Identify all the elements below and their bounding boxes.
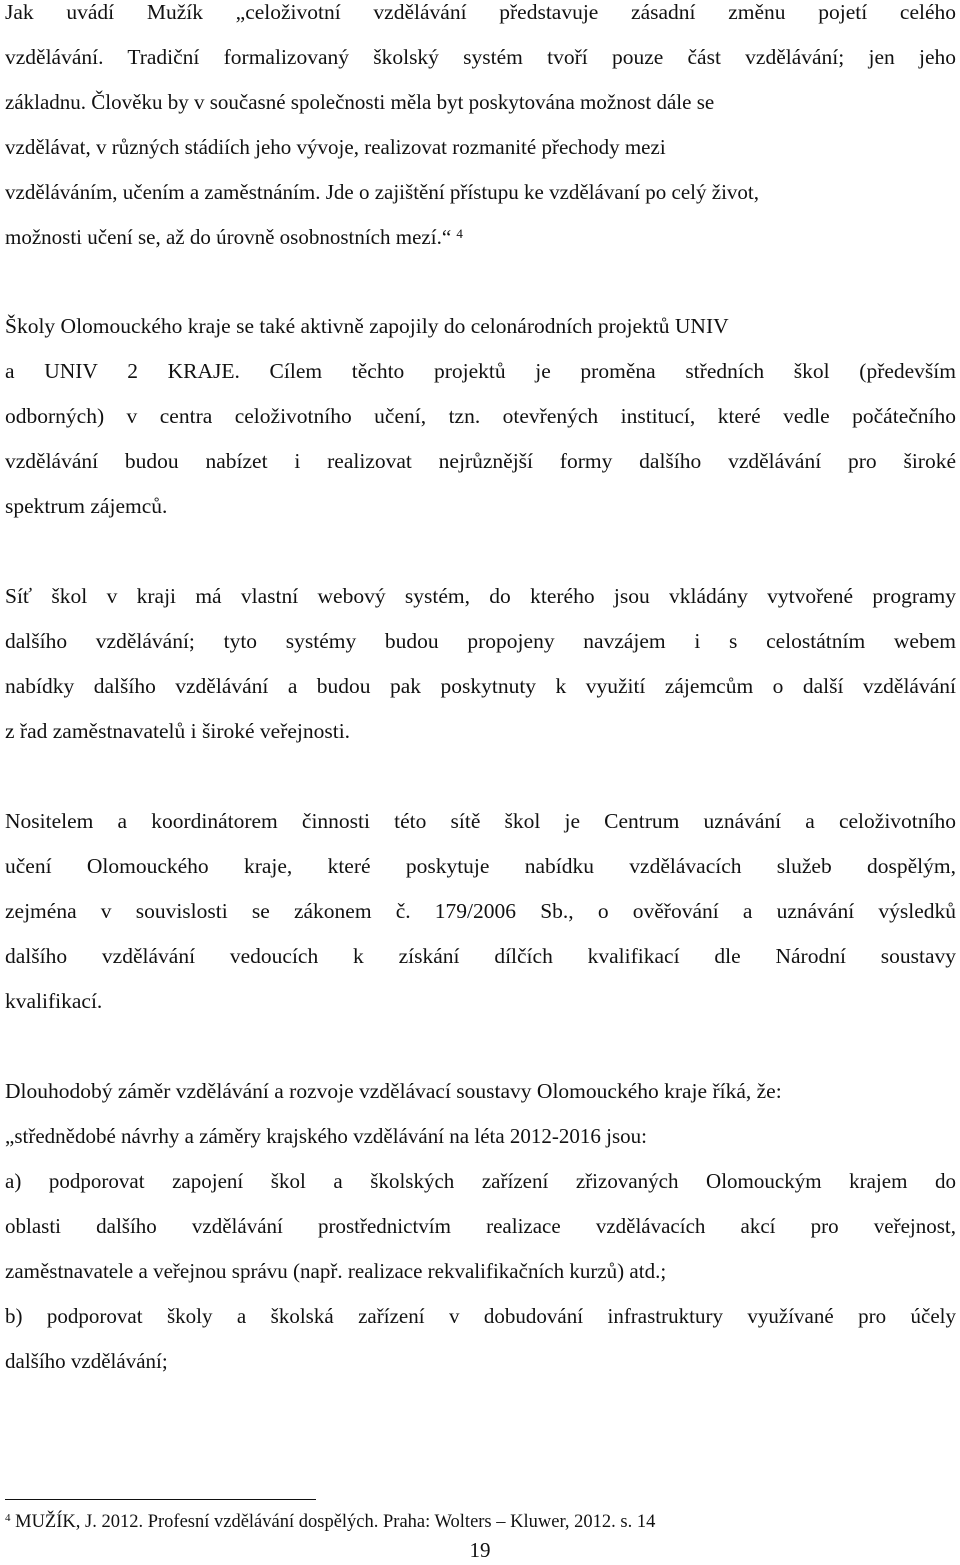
- text-line: vzdělávání. Tradiční formalizovaný školský systém tvoří pouze část vzdělávání; jen jeho: [5, 45, 956, 69]
- text-line: vzdělávání budou nabízet i realizovat nejrůznější formy dalšího vzdělávání pro široké: [5, 449, 956, 473]
- footnote-text: MUŽÍK, J. 2012. Profesní vzdělávání dospělých. Praha: Wolters – Kluwer, 2012. s. 14: [15, 1512, 656, 1532]
- text-line: „střednědobé návrhy a záměry krajského vzdělávání na léta 2012-2016 jsou:: [5, 1124, 648, 1148]
- text-line: spektrum zájemců.: [5, 494, 168, 518]
- paragraph-univ-projects: [5, 304, 956, 529]
- text-line: dalšího vzdělávání;: [5, 1349, 168, 1373]
- text-line: zaměstnavatele a veřejnou správu (např. realizace rekvalifikačních kurzů) atd.;: [5, 1259, 667, 1283]
- text-line: a) podporovat zapojení škol a školských zařízení zřizovaných Olomouckým krajem do: [5, 1169, 956, 1193]
- text-line: dalšího vzdělávání vedoucích k získání dílčích kvalifikací dle Národní soustavy: [5, 944, 956, 968]
- text-line-content: možnosti učení se, až do úrovně osobnostních mezí.“: [5, 225, 452, 249]
- text-line: učení Olomouckého kraje, které poskytuje nabídku vzdělávacích služeb dospělým,: [5, 854, 956, 878]
- text-line: a UNIV 2 KRAJE. Cílem těchto projektů je proměna středních škol (především: [5, 359, 956, 383]
- text-line: dalšího vzdělávání; tyto systémy budou propojeny navzájem i s celostátním webem: [5, 629, 956, 653]
- text-line: z řad zaměstnavatelů i široké veřejnosti.: [5, 719, 351, 743]
- footnote-number: 4: [5, 1512, 11, 1524]
- paragraph-lifelong-learning: [5, 0, 956, 260]
- footnote-reference: 4: [456, 226, 463, 241]
- text-line: kvalifikací.: [5, 989, 103, 1013]
- text-line: [5, 215, 956, 260]
- text-line: Jak uvádí Mužík „celoživotní vzdělávání představuje zásadní změnu pojetí celého: [5, 0, 956, 24]
- footnote: [5, 1508, 655, 1538]
- text-line: základnu. Člověku by v současné společnosti měla byt poskytována možnost dále se: [5, 90, 715, 114]
- footnote-divider: [5, 1499, 316, 1500]
- text-line: odborných) v centra celoživotního učení, tzn. otevřených institucí, které vedle počátečního: [5, 404, 956, 428]
- text-line: b) podporovat školy a školská zařízení v dobudování infrastruktury využívané pro účely: [5, 1304, 956, 1328]
- text-line: vzdělávat, v různých stádiích jeho vývoje, realizovat rozmanité přechody mezi: [5, 135, 666, 159]
- text-line: Síť škol v kraji má vlastní webový systém, do kterého jsou vkládány vytvořené programy: [5, 584, 956, 608]
- paragraph-long-term-plan: [5, 1069, 956, 1384]
- text-line: Školy Olomouckého kraje se také aktivně zapojily do celonárodních projektů UNIV: [5, 314, 729, 338]
- text-line: Nositelem a koordinátorem činnosti této sítě škol je Centrum uznávání a celoživotního: [5, 809, 956, 833]
- text-line: Dlouhodobý záměr vzdělávání a rozvoje vzdělávací soustavy Olomouckého kraje říká, že:: [5, 1079, 782, 1103]
- text-line: nabídky dalšího vzdělávání a budou pak poskytnuty k využití zájemcům o další vzdělávání: [5, 674, 956, 698]
- text-line: vzděláváním, učením a zaměstnáním. Jde o zajištění přístupu ke vzdělávaní po celý život,: [5, 180, 760, 204]
- text-line: zejména v souvislosti se zákonem č. 179/2006 Sb., o ověřování a uznávání výsledků: [5, 899, 956, 923]
- page-number: 19: [469, 1538, 491, 1562]
- paragraph-coordinator: [5, 799, 956, 1024]
- text-line: oblasti dalšího vzdělávání prostřednictvím realizace vzdělávacích akcí pro veřejnost,: [5, 1214, 956, 1238]
- paragraph-school-network: [5, 574, 956, 754]
